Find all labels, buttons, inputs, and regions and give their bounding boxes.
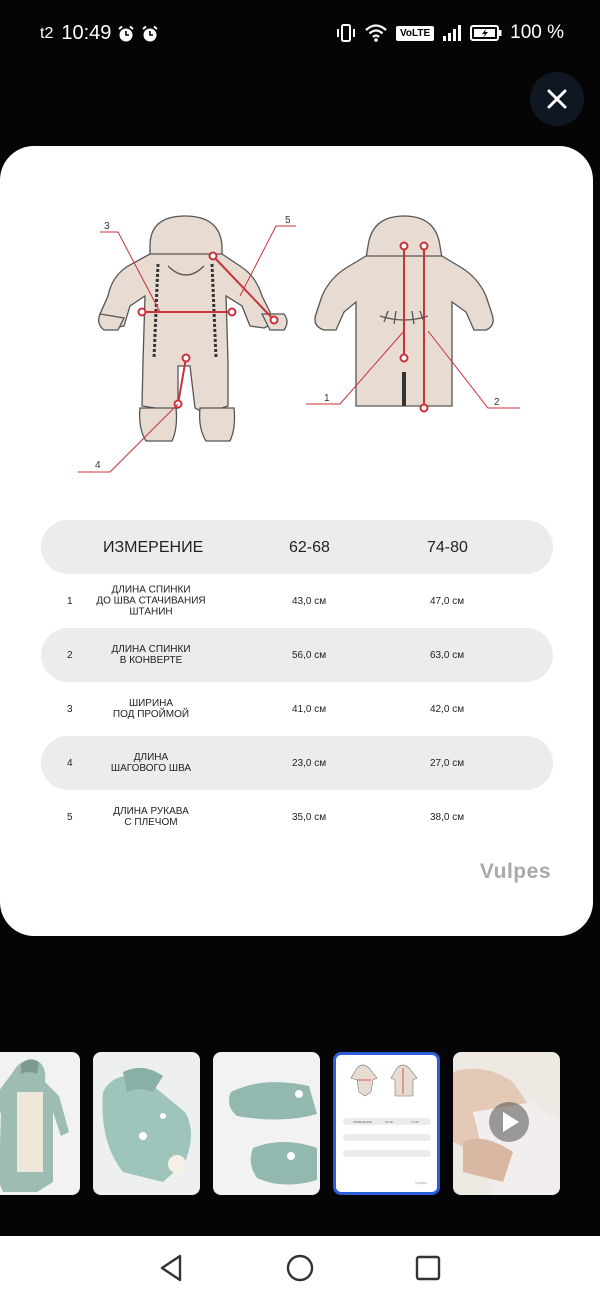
row-label: ДЛИНА РУКАВА С ПЛЕЧОМ <box>113 806 189 828</box>
marker-1: 1 <box>324 393 330 404</box>
table-row <box>41 736 553 790</box>
thumbnail-image <box>0 1052 80 1195</box>
row-number: 3 <box>67 704 73 715</box>
thumbnail-video-detail[interactable] <box>453 1052 560 1195</box>
home-icon[interactable] <box>284 1252 316 1284</box>
carrier-label: t2 <box>40 24 54 42</box>
row-value-62-68: 23,0 см <box>292 758 327 769</box>
back-icon[interactable] <box>156 1252 188 1284</box>
row-label: ШИРИНА ПОД ПРОЙМОЙ <box>112 698 190 720</box>
thumbnail-size-chart[interactable] <box>333 1052 440 1195</box>
size-table <box>41 520 553 844</box>
marker-2: 2 <box>494 397 500 408</box>
recents-icon[interactable] <box>412 1252 444 1284</box>
thumbnail-jumpsuit-open[interactable] <box>0 1052 80 1195</box>
table-row <box>41 628 553 682</box>
thumbnail-strip <box>0 1052 600 1196</box>
table-row <box>41 574 553 628</box>
row-value-74-80: 38,0 см <box>430 812 465 823</box>
battery-percent: 100 % <box>510 22 564 43</box>
clock: 10:49 <box>61 22 112 44</box>
row-value-62-68: 56,0 см <box>292 650 327 661</box>
product-image-card <box>0 146 593 936</box>
row-label: ДЛИНА ШАГОВОГО ШВА <box>110 752 192 774</box>
volte-badge: VoLTE <box>396 26 434 41</box>
marker-3: 3 <box>104 221 110 232</box>
row-label: ДЛИНА СПИНКИ В КОНВЕРТЕ <box>111 644 191 666</box>
brand-logo: Vulpes <box>479 860 551 883</box>
mini-chart-brand: Vulpes <box>415 1180 428 1185</box>
close-button[interactable] <box>530 72 584 126</box>
row-value-74-80: 42,0 см <box>430 704 465 715</box>
signal-icon <box>442 24 462 42</box>
status-bar <box>0 0 600 68</box>
thumbnail-mittens-detail[interactable] <box>93 1052 200 1195</box>
row-number: 1 <box>67 596 73 607</box>
wifi-icon <box>364 23 388 43</box>
marker-4: 4 <box>95 460 101 471</box>
row-number: 2 <box>67 650 73 661</box>
row-number: 4 <box>67 758 73 769</box>
row-value-74-80: 63,0 см <box>430 650 465 661</box>
thumbnail-image <box>93 1052 200 1195</box>
battery-icon <box>470 24 502 42</box>
thumbnail-booties-detail[interactable] <box>213 1052 320 1195</box>
row-value-62-68: 35,0 см <box>292 812 327 823</box>
table-header <box>41 520 553 574</box>
mini-chart-header-size2: 74-80 <box>411 1120 419 1124</box>
status-left <box>40 22 159 45</box>
mini-chart-header-size1: 62-68 <box>385 1120 393 1124</box>
table-row <box>41 682 553 736</box>
thumbnail-image <box>333 1052 440 1195</box>
header-size-74-80: 74-80 <box>427 539 468 556</box>
header-measure: ИЗМЕРЕНИЕ <box>103 539 204 556</box>
navigation-bar <box>0 1236 600 1299</box>
size-diagram <box>0 146 593 496</box>
row-value-74-80: 27,0 см <box>430 758 465 769</box>
vibrate-icon <box>336 23 356 43</box>
row-value-62-68: 43,0 см <box>292 596 327 607</box>
marker-5: 5 <box>285 215 291 226</box>
alarm-icon <box>117 25 135 43</box>
alarm-icon <box>141 25 159 43</box>
row-number: 5 <box>67 812 73 823</box>
table-row <box>41 790 553 844</box>
close-icon <box>546 88 568 110</box>
header-size-62-68: 62-68 <box>289 539 330 556</box>
status-right <box>336 22 564 44</box>
thumbnail-image <box>213 1052 320 1195</box>
row-value-62-68: 41,0 см <box>292 704 327 715</box>
thumbnail-image <box>453 1052 560 1195</box>
row-label: ДЛИНА СПИНКИ ДО ШВА СТАЧИВАНИЯ ШТАНИН <box>96 584 206 618</box>
mini-chart-header-measure: ИЗМЕРЕНИЕ <box>353 1120 372 1124</box>
row-value-74-80: 47,0 см <box>430 596 465 607</box>
